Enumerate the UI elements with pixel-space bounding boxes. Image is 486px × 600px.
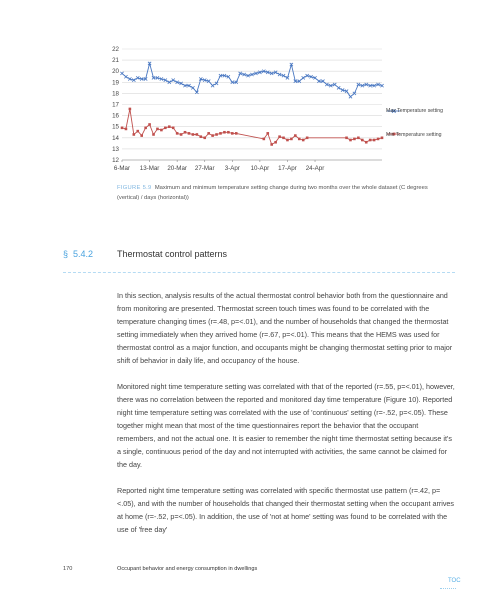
min-data-point	[148, 123, 151, 126]
y-tick-label: 19	[112, 79, 119, 87]
min-data-point	[369, 139, 372, 142]
y-tick-label: 13	[112, 145, 119, 153]
min-data-point	[125, 128, 128, 131]
legend-min-label: Min Temperature setting	[386, 132, 442, 138]
min-data-point	[211, 134, 214, 137]
min-data-point	[207, 132, 210, 135]
min-data-point	[290, 138, 293, 141]
paragraph-3: Reported night time temperature setting was correlated with specific thermostat use pattern (r=.42, p=<.05), and with the number of households that changed their thermostat setting when the occupant arrives at home (r=-.52, p=<.05). In addition, the use of 'not at home' setting was found to be correlated with the use of 'free day'	[117, 486, 455, 534]
min-data-point	[219, 132, 222, 135]
min-data-point	[274, 141, 277, 144]
max-data-point	[211, 84, 214, 87]
paragraph-1: In this section, analysis results of the actual thermostat control behavior both from the questionnaire and from monitoring are presented. Thermostat screen touch times was found to be correlated with the temperature changing times (r=.48, p=<.01), and the number of households that changed the thermostat setting immediately when they arrived home (r=.67, p=<.01). This means that the HEMS was used for thermostat control as a major function, and occupants might be changing thermostat setting prior to major shift of behavior in daily life, and occupancy of the house.	[117, 291, 453, 365]
y-tick-label: 21	[112, 57, 119, 65]
series-line	[122, 63, 382, 96]
min-data-point	[357, 137, 360, 140]
max-data-point	[302, 76, 305, 79]
min-data-point	[381, 137, 384, 140]
min-data-point	[294, 134, 297, 137]
x-tick-label: 17-Apr	[278, 165, 297, 172]
x-tick-label: 6-Mar	[113, 165, 131, 172]
book-title: Occupant behavior and energy consumption in dwellings	[117, 566, 258, 572]
min-data-point	[278, 135, 281, 138]
min-data-point	[298, 138, 301, 141]
x-tick-label: 20-Mar	[167, 165, 187, 172]
min-data-point	[231, 132, 234, 135]
min-data-point	[235, 132, 238, 135]
section-divider	[63, 272, 455, 273]
min-data-point	[227, 131, 230, 134]
figure-caption-text: Maximum and minimum temperature setting change during two months over the whole dataset (C degrees (vertical) / days (horizontal))	[117, 185, 428, 201]
min-data-point	[176, 132, 179, 135]
min-data-point	[188, 132, 191, 135]
min-data-point	[302, 139, 305, 142]
figure-caption	[117, 183, 447, 203]
min-data-point	[266, 132, 269, 135]
max-data-point	[191, 86, 194, 89]
min-data-point	[377, 138, 380, 141]
y-tick-label: 22	[112, 46, 119, 53]
min-data-point	[373, 139, 376, 142]
paragraph-2: Monitored night time temperature setting was correlated with that of the reported (r=.55, p=<.01), however, there was no correlation between the reported and monitored day time temperature (Figure 10). Reported night time temperature setting was correlated with the use of 'continuous' setting (r=-.52, p=<.05). These together might mean that most of the time questionnaires report the behavior that the occupant remembers, and not the actual one. It is easier to remember the night time thermostat setting because it's a single, continuous period of the day and not interrupted with activities, the same cannot be claimed for the day.	[117, 382, 455, 469]
section-number	[63, 249, 93, 259]
min-data-point	[223, 131, 226, 134]
max-data-point	[172, 78, 175, 81]
min-data-point	[160, 129, 163, 132]
min-data-point	[263, 138, 266, 141]
min-data-point	[345, 137, 348, 140]
min-data-point	[172, 127, 175, 130]
min-data-point	[129, 108, 132, 111]
chart-series	[120, 62, 383, 146]
y-tick-label: 14	[112, 134, 119, 142]
min-data-point	[152, 133, 155, 136]
y-tick-label: 18	[112, 90, 119, 98]
toc-link[interactable]: TOC	[448, 578, 461, 584]
min-data-point	[140, 134, 143, 137]
min-data-point	[144, 127, 147, 130]
section-number-value: 5.4.2	[73, 249, 94, 259]
max-data-point	[124, 75, 127, 78]
y-tick-label: 15	[112, 123, 119, 131]
min-data-point	[192, 133, 195, 136]
min-data-point	[196, 133, 199, 136]
section-title: Thermostat control patterns	[117, 249, 228, 259]
min-data-point	[306, 137, 309, 140]
min-data-point	[156, 128, 159, 131]
x-tick-label: 13-Mar	[139, 165, 160, 172]
toc-underline	[440, 588, 456, 589]
min-data-point	[365, 141, 368, 144]
min-data-point	[282, 137, 285, 140]
x-tick-label: 24-Apr	[305, 165, 325, 172]
y-tick-labels	[112, 46, 119, 164]
y-tick-label: 17	[112, 101, 119, 109]
min-data-point	[353, 138, 356, 141]
min-data-point	[121, 127, 124, 130]
legend-max-label: Max Temperature setting	[386, 108, 443, 114]
section-symbol: §	[63, 249, 69, 259]
chart-gridlines	[122, 49, 382, 162]
min-data-point	[168, 125, 171, 128]
min-data-point	[180, 133, 183, 136]
min-data-point	[199, 135, 202, 138]
min-data-point	[133, 133, 136, 136]
min-data-point	[203, 137, 206, 140]
x-tick-labels	[114, 165, 324, 172]
x-tick-label: 10-Apr	[250, 165, 270, 172]
figure-label: FIGURE 5.9	[117, 185, 152, 191]
min-data-point	[164, 127, 167, 130]
y-tick-label: 16	[112, 112, 119, 120]
x-tick-label: 27-Mar	[194, 165, 215, 172]
min-data-point	[270, 143, 273, 146]
max-data-point	[120, 72, 123, 75]
min-data-point	[215, 133, 218, 136]
min-data-point	[184, 131, 187, 134]
min-data-point	[349, 139, 352, 142]
y-tick-label: 20	[112, 68, 119, 76]
min-data-point	[136, 130, 139, 133]
x-tick-label: 3-Apr	[224, 165, 240, 172]
y-tick-label: 12	[112, 157, 119, 164]
page-number: 170	[63, 566, 73, 572]
min-data-point	[361, 139, 364, 142]
max-data-point	[337, 86, 340, 89]
min-data-point	[286, 139, 289, 142]
max-data-point	[349, 95, 352, 98]
